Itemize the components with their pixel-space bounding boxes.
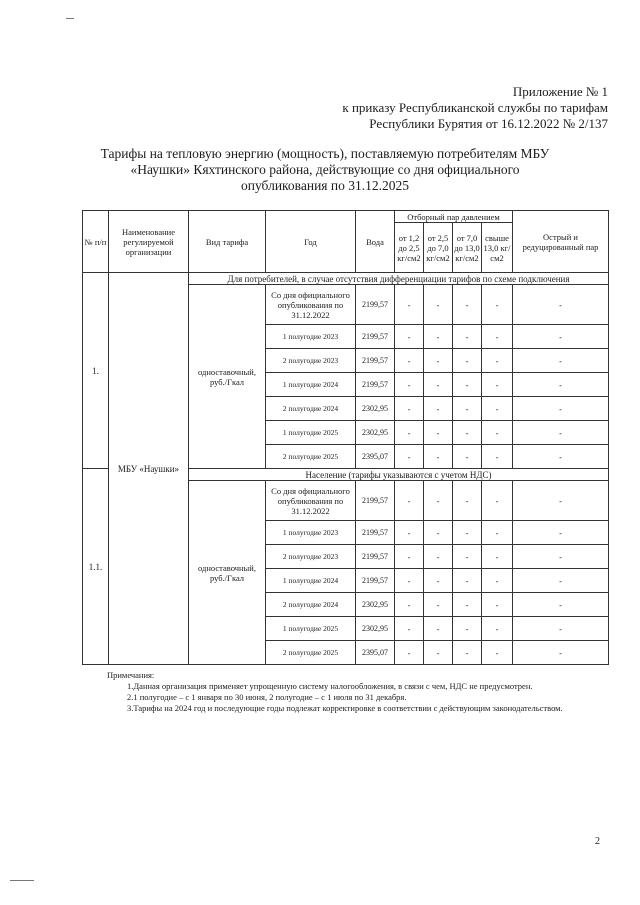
header-steam-col: свыше 13,0 кг/см2 <box>482 223 513 273</box>
title-line: «Наушки» Кяхтинского района, действующие со дня официального <box>130 162 520 177</box>
dash-cell: - <box>453 545 482 569</box>
dash-cell: - <box>395 569 424 593</box>
tariff-type: одноставочный, руб./Гкал <box>189 285 266 469</box>
dash-cell: - <box>453 641 482 665</box>
header-num: № п/п <box>83 211 109 273</box>
water-tariff-cell: 2199,57 <box>356 373 395 397</box>
period-cell: 2 полугодие 2024 <box>266 593 356 617</box>
dash-cell: - <box>453 569 482 593</box>
dash-cell: - <box>395 545 424 569</box>
header-water: Вода <box>356 211 395 273</box>
water-tariff-cell: 2302,95 <box>356 593 395 617</box>
section-title: Население (тарифы указываются с учетом НДС) <box>189 469 609 481</box>
dash-cell: - <box>482 445 513 469</box>
document-title <box>90 146 560 194</box>
row-number: 1.1. <box>83 469 109 665</box>
dash-cell: - <box>513 641 609 665</box>
header-steam-col: от 1,2 до 2,5 кг/см2 <box>395 223 424 273</box>
dash-cell: - <box>424 481 453 521</box>
period-cell: 2 полугодие 2025 <box>266 445 356 469</box>
dash-cell: - <box>424 421 453 445</box>
dash-cell: - <box>482 593 513 617</box>
header-sharp-steam: Острый и редуцированный пар <box>513 211 609 273</box>
dash-cell: - <box>424 521 453 545</box>
water-tariff-cell: 2199,57 <box>356 521 395 545</box>
dash-cell: - <box>453 521 482 545</box>
dash-cell: - <box>513 593 609 617</box>
dash-cell: - <box>453 593 482 617</box>
dash-cell: - <box>482 397 513 421</box>
dash-cell: - <box>395 521 424 545</box>
dash-cell: - <box>453 349 482 373</box>
appendix-block <box>342 84 608 132</box>
dash-cell: - <box>482 545 513 569</box>
dash-cell: - <box>453 373 482 397</box>
dash-cell: - <box>395 421 424 445</box>
dash-cell: - <box>424 545 453 569</box>
dash-cell: - <box>482 421 513 445</box>
period-cell: 1 полугодие 2025 <box>266 421 356 445</box>
title-line: Тарифы на тепловую энергию (мощность), поставляемую потребителям МБУ <box>100 146 550 161</box>
header-tariff-type: Вид тарифа <box>189 211 266 273</box>
period-cell: 1 полугодие 2024 <box>266 373 356 397</box>
appendix-line: к приказу Республиканской службы по тарифам <box>342 100 608 115</box>
dash-cell: - <box>453 445 482 469</box>
dash-cell: - <box>395 641 424 665</box>
dash-cell: - <box>513 545 609 569</box>
dash-cell: - <box>424 397 453 421</box>
water-tariff-cell: 2302,95 <box>356 397 395 421</box>
section-title-row <box>83 273 609 285</box>
row-number: 1. <box>83 273 109 469</box>
dash-cell: - <box>482 641 513 665</box>
header-steam-group: Отборный пар давлением <box>395 211 513 223</box>
water-tariff-cell: 2199,57 <box>356 481 395 521</box>
dash-cell: - <box>395 593 424 617</box>
dash-cell: - <box>482 569 513 593</box>
dash-cell: - <box>513 349 609 373</box>
water-tariff-cell: 2302,95 <box>356 617 395 641</box>
dash-cell: - <box>453 421 482 445</box>
note-item: 3.Тарифы на 2024 год и последующие годы подлежат корректировке в соответствии с действующим законодательством. <box>127 703 563 713</box>
water-tariff-cell: 2395,07 <box>356 445 395 469</box>
dash-cell: - <box>424 349 453 373</box>
dash-cell: - <box>513 481 609 521</box>
scan-mark <box>10 880 34 881</box>
period-cell: 1 полугодие 2025 <box>266 617 356 641</box>
tariff-type: одноставочный, руб./Гкал <box>189 481 266 665</box>
header-org: Наименование регулируемой организации <box>109 211 189 273</box>
dash-cell: - <box>424 569 453 593</box>
period-cell: 2 полугодие 2023 <box>266 349 356 373</box>
section-title: Для потребителей, в случае отсутствия дифференциации тарифов по схеме подключения <box>189 273 609 285</box>
dash-cell: - <box>453 285 482 325</box>
dash-cell: - <box>395 285 424 325</box>
dash-cell: - <box>482 521 513 545</box>
scan-mark <box>66 18 74 19</box>
dash-cell: - <box>482 349 513 373</box>
notes-block <box>107 670 603 714</box>
dash-cell: - <box>482 617 513 641</box>
dash-cell: - <box>513 397 609 421</box>
dash-cell: - <box>424 325 453 349</box>
header-year: Год <box>266 211 356 273</box>
dash-cell: - <box>513 325 609 349</box>
table-body <box>83 273 609 665</box>
water-tariff-cell: 2199,57 <box>356 545 395 569</box>
water-tariff-cell: 2395,07 <box>356 641 395 665</box>
dash-cell: - <box>513 421 609 445</box>
note-item: 2.1 полугодие – с 1 января по 30 июня, 2 полугодие – с 1 июля по 31 декабря. <box>127 692 407 702</box>
dash-cell: - <box>395 445 424 469</box>
dash-cell: - <box>513 617 609 641</box>
dash-cell: - <box>395 617 424 641</box>
dash-cell: - <box>482 373 513 397</box>
dash-cell: - <box>395 373 424 397</box>
note-item: 1.Данная организация применяет упрощенную систему налогообложения, в связи с чем, НДС не предусмотрен. <box>127 681 533 691</box>
dash-cell: - <box>453 325 482 349</box>
dash-cell: - <box>453 481 482 521</box>
title-line: опубликования по 31.12.2025 <box>241 178 409 193</box>
dash-cell: - <box>513 445 609 469</box>
dash-cell: - <box>513 569 609 593</box>
dash-cell: - <box>424 617 453 641</box>
appendix-line: Республики Бурятия от 16.12.2022 № 2/137 <box>369 116 608 131</box>
water-tariff-cell: 2199,57 <box>356 285 395 325</box>
dash-cell: - <box>395 397 424 421</box>
page-number: 2 <box>595 836 600 847</box>
period-cell: 1 полугодие 2023 <box>266 325 356 349</box>
dash-cell: - <box>513 373 609 397</box>
dash-cell: - <box>453 617 482 641</box>
dash-cell: - <box>482 325 513 349</box>
dash-cell: - <box>513 521 609 545</box>
dash-cell: - <box>424 445 453 469</box>
dash-cell: - <box>395 325 424 349</box>
water-tariff-cell: 2199,57 <box>356 325 395 349</box>
header-row <box>83 211 609 223</box>
header-steam-col: от 7,0 до 13,0 кг/см2 <box>453 223 482 273</box>
dash-cell: - <box>513 285 609 325</box>
period-cell: 1 полугодие 2024 <box>266 569 356 593</box>
dash-cell: - <box>424 285 453 325</box>
period-cell: 2 полугодие 2024 <box>266 397 356 421</box>
appendix-line: Приложение № 1 <box>512 84 608 99</box>
dash-cell: - <box>424 641 453 665</box>
notes-heading: Примечания: <box>107 670 155 680</box>
period-cell: 2 полугодие 2023 <box>266 545 356 569</box>
dash-cell: - <box>482 481 513 521</box>
period-cell: 1 полугодие 2023 <box>266 521 356 545</box>
header-steam-col: от 2,5 до 7,0 кг/см2 <box>424 223 453 273</box>
dash-cell: - <box>424 373 453 397</box>
water-tariff-cell: 2199,57 <box>356 349 395 373</box>
period-cell: Со дня официального опубликования по 31.12.2022 <box>266 285 356 325</box>
dash-cell: - <box>395 349 424 373</box>
dash-cell: - <box>395 481 424 521</box>
period-cell: Со дня официального опубликования по 31.12.2022 <box>266 481 356 521</box>
water-tariff-cell: 2199,57 <box>356 569 395 593</box>
organization-name: МБУ «Наушки» <box>109 273 189 665</box>
dash-cell: - <box>453 397 482 421</box>
tariff-table <box>82 210 609 665</box>
water-tariff-cell: 2302,95 <box>356 421 395 445</box>
dash-cell: - <box>424 593 453 617</box>
period-cell: 2 полугодие 2025 <box>266 641 356 665</box>
dash-cell: - <box>482 285 513 325</box>
